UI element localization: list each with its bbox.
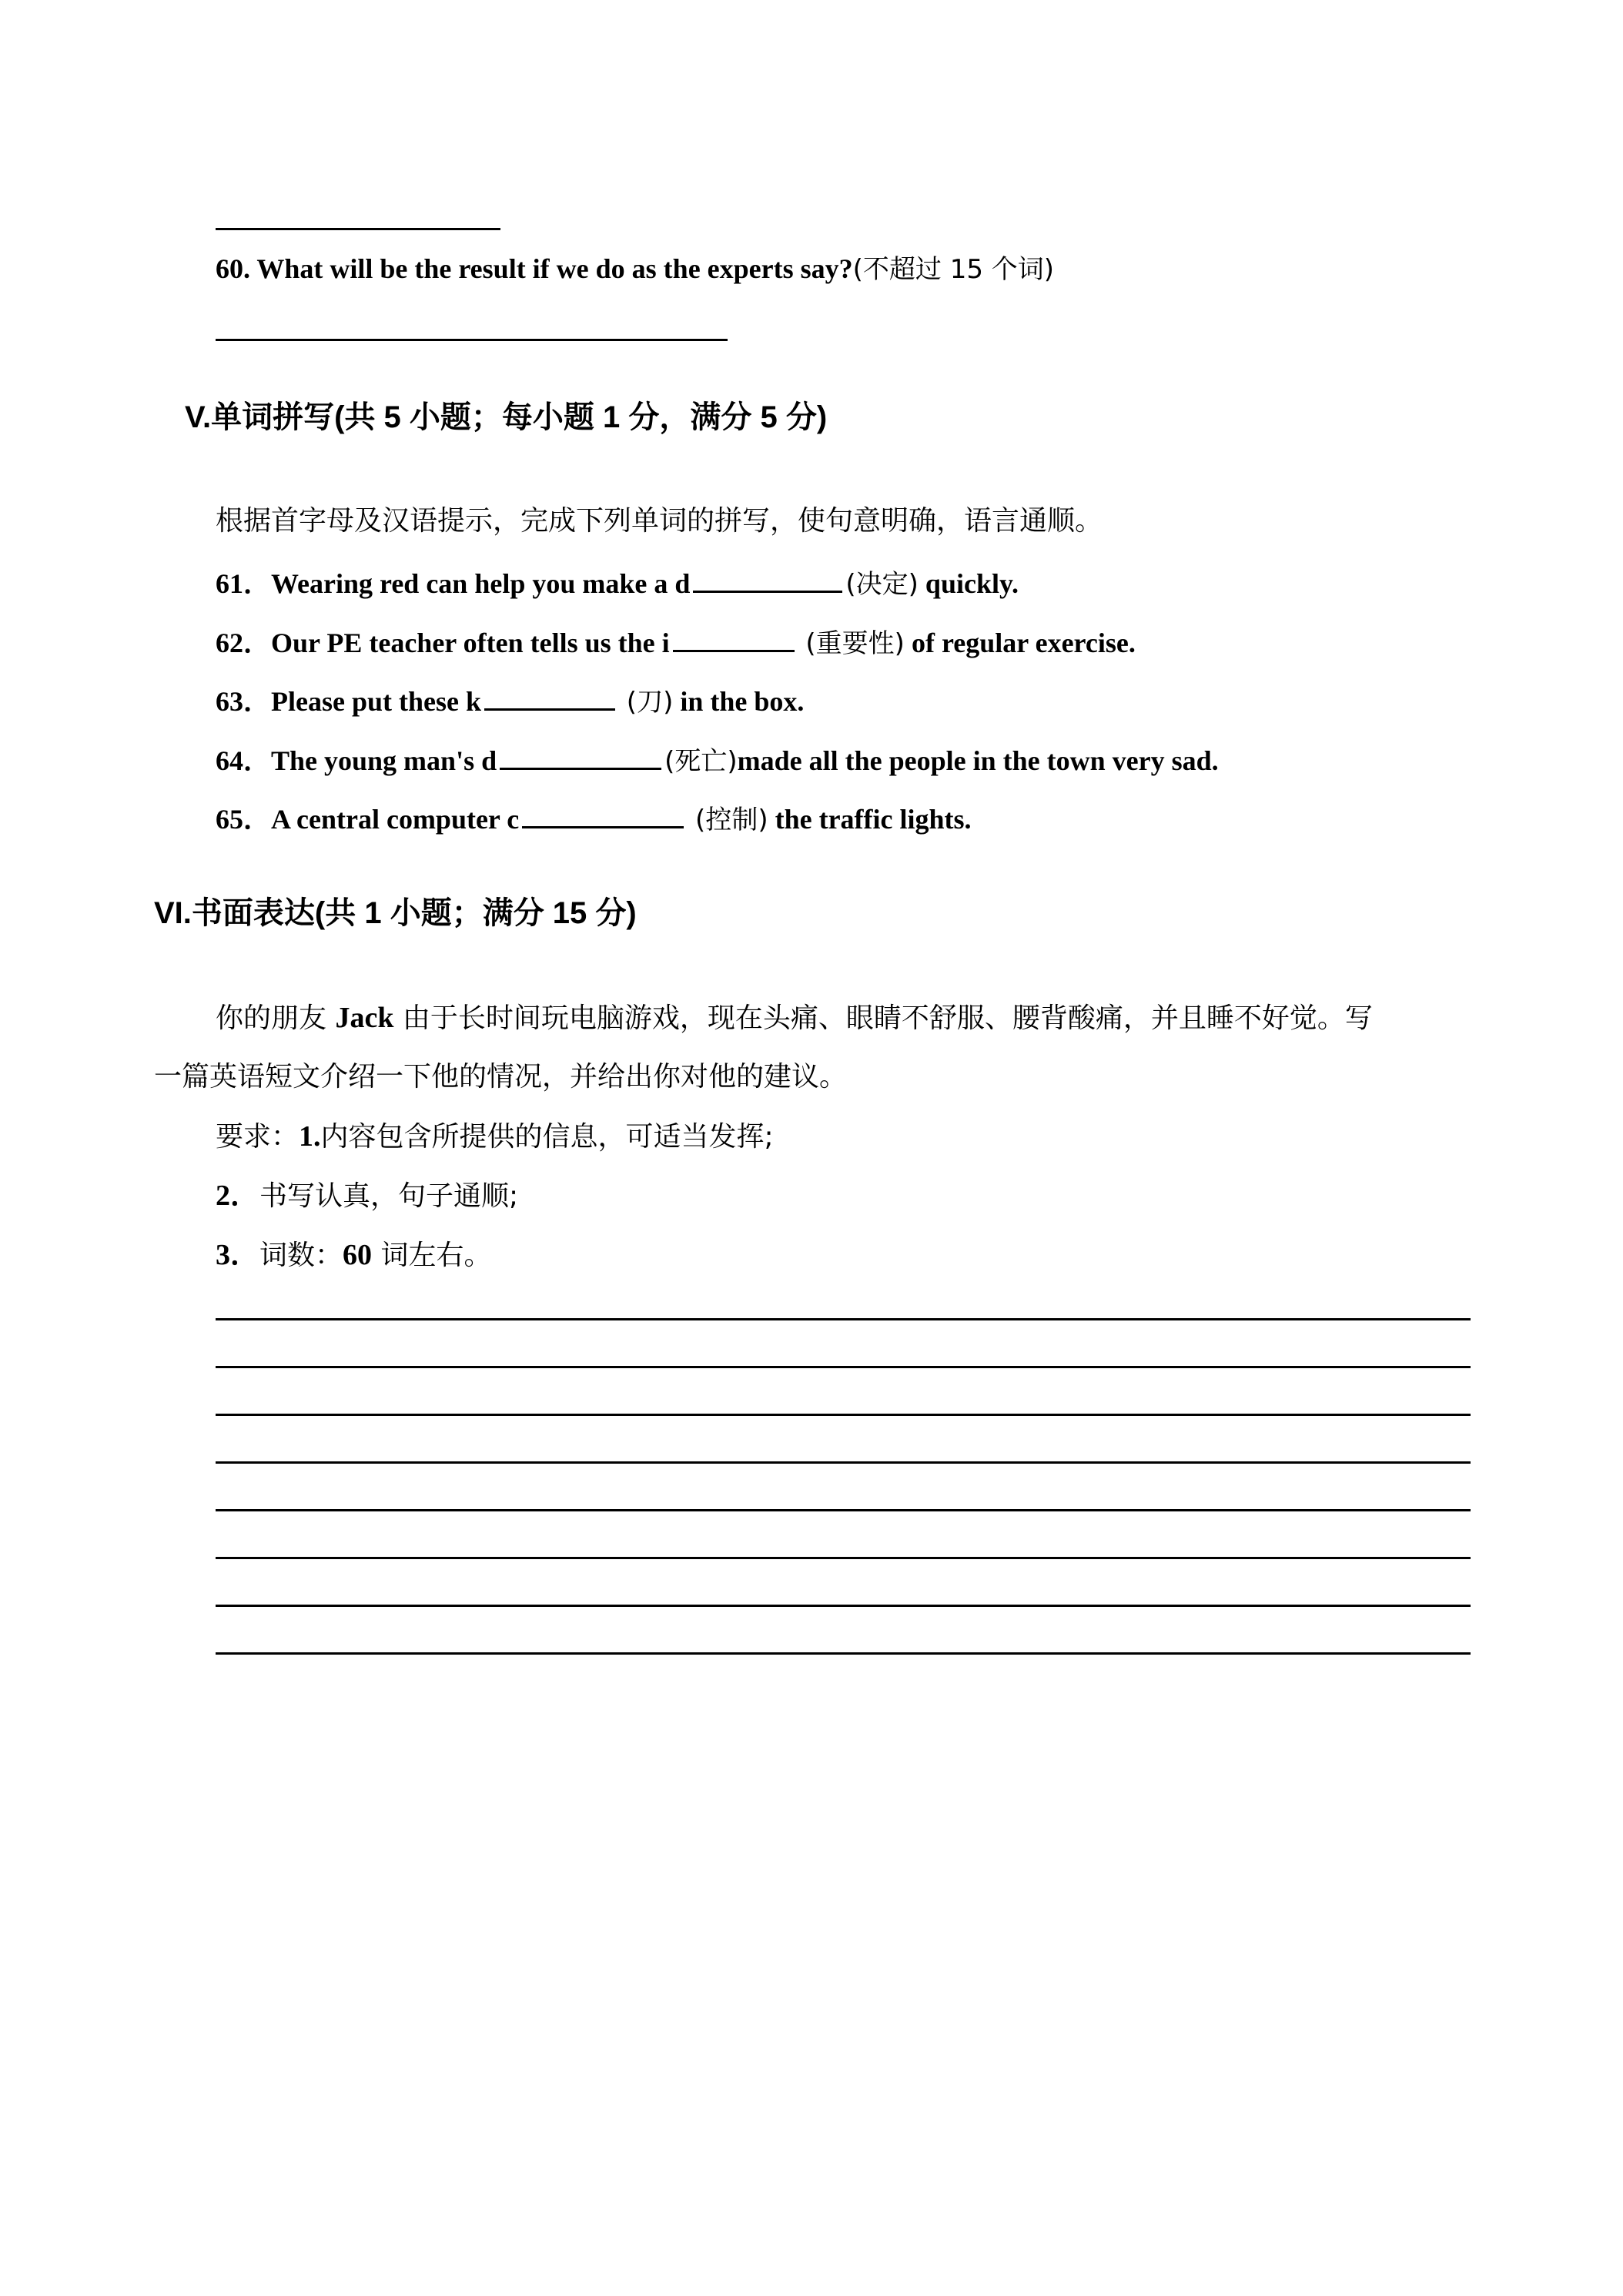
writing-line[interactable] xyxy=(216,1366,1471,1368)
item-62 xyxy=(216,624,1136,661)
req2-text: 书写认真，句子通顺; xyxy=(259,1180,519,1212)
item-61-hint: (决定) xyxy=(845,569,919,600)
item-61-tail: quickly. xyxy=(918,568,1019,599)
item-65-tail: the traffic lights. xyxy=(768,804,972,835)
section-6-paragraph-line1 xyxy=(216,1001,1373,1036)
section-5-instruction: 根据首字母及汉语提示，完成下列单词的拼写，使句意明确，语言通顺。 xyxy=(216,505,1103,537)
item-64-tail: made all the people in the town very sad. xyxy=(737,745,1219,776)
writing-line[interactable] xyxy=(216,1605,1471,1607)
para-b: 由于长时间玩电脑游戏，现在头痛、眼睛不舒服、腰背酸痛，并且睡不好觉。写 xyxy=(393,1002,1373,1034)
item-65-text: 65．A central computer c xyxy=(216,804,520,835)
question-60-text: 60. What will be the result if we do as the experts say? xyxy=(216,253,853,284)
req1-text: 内容包含所提供的信息，可适当发挥; xyxy=(320,1121,774,1153)
item-62-blank[interactable] xyxy=(673,624,795,652)
req3-text: 词左右。 xyxy=(372,1240,492,1271)
requirement-3 xyxy=(216,1238,491,1273)
item-63-hint: (刀) xyxy=(618,687,674,718)
requirement-2 xyxy=(216,1179,518,1213)
item-62-hint: (重要性) xyxy=(797,628,905,659)
item-61-blank[interactable] xyxy=(693,564,842,593)
requirement-1 xyxy=(216,1120,774,1154)
question-60 xyxy=(216,252,1054,286)
item-65 xyxy=(216,800,972,837)
req3-label: 词数： xyxy=(259,1240,343,1271)
answer-line-59[interactable] xyxy=(216,228,500,230)
req1-num: 1. xyxy=(299,1120,321,1153)
item-63 xyxy=(216,682,804,719)
para-a: 你的朋友 xyxy=(216,1002,336,1034)
item-61 xyxy=(216,564,1019,601)
req2-num: 2． xyxy=(216,1180,260,1212)
writing-line[interactable] xyxy=(216,1318,1471,1320)
question-60-note: (不超过 15 个词) xyxy=(852,254,1055,285)
item-63-tail: in the box. xyxy=(673,686,805,717)
item-62-tail: of regular exercise. xyxy=(904,628,1136,658)
req3-num: 3． xyxy=(216,1239,260,1271)
writing-line[interactable] xyxy=(216,1652,1471,1655)
item-65-hint: (控制) xyxy=(687,805,768,835)
section-5-title: V.单词拼写(共 5 小题；每小题 1 分，满分 5 分) xyxy=(185,400,828,434)
writing-line[interactable] xyxy=(216,1509,1471,1511)
req3-count: 60 xyxy=(343,1239,373,1271)
item-63-blank[interactable] xyxy=(484,682,615,711)
item-64 xyxy=(216,741,1219,778)
section-6-paragraph-line2: 一篇英语短文介绍一下他的情况，并给出你对他的建议。 xyxy=(154,1061,848,1093)
item-65-blank[interactable] xyxy=(522,800,684,828)
writing-line[interactable] xyxy=(216,1414,1471,1416)
writing-line[interactable] xyxy=(216,1461,1471,1464)
item-64-hint: (死亡) xyxy=(664,746,738,777)
item-64-text: 64．The young man's d xyxy=(216,745,497,776)
friend-name: Jack xyxy=(335,1002,394,1034)
req1-label: 要求： xyxy=(216,1121,300,1153)
item-62-text: 62．Our PE teacher often tells us the i xyxy=(216,628,670,658)
item-63-text: 63．Please put these k xyxy=(216,686,481,717)
item-64-blank[interactable] xyxy=(500,741,661,770)
item-61-text: 61．Wearing red can help you make a d xyxy=(216,568,691,599)
section-6-title: VI.书面表达(共 1 小题；满分 15 分) xyxy=(154,896,637,930)
writing-line[interactable] xyxy=(216,1557,1471,1559)
answer-line-60[interactable] xyxy=(216,339,728,341)
